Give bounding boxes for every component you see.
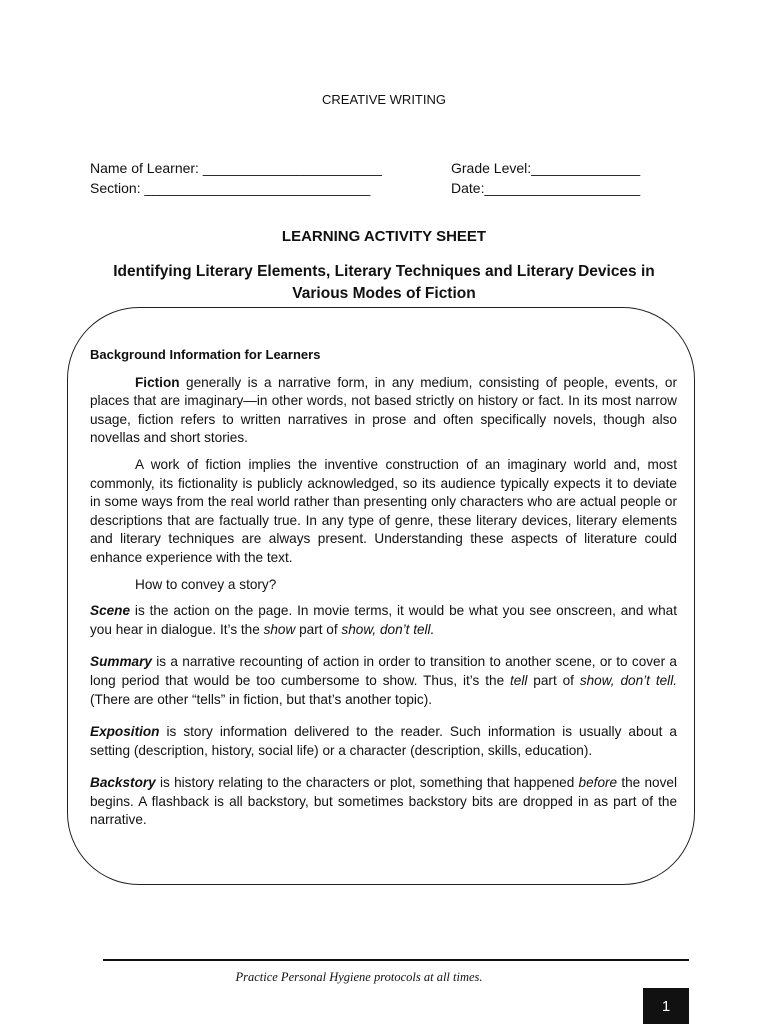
scene-paragraph — [90, 602, 677, 639]
scene-text: is the action on the page. In movie terms, it would be what you see onscreen, and what you hear in dialogue. It’s the — [90, 603, 677, 637]
sheet-title: LEARNING ACTIVITY SHEET — [281, 228, 487, 245]
grade-level-field: Grade Level:______________ — [451, 160, 641, 176]
fiction-text: generally is a narrative form, in any medium, consisting of people, events, or places that are imaginary—in other words, not based strictly on history or fact. In its most narrow usage, fiction refers to written narratives in prose and often specifically novels, though also novellas and short stories. — [90, 374, 677, 446]
summary-emphasis-tell: tell — [510, 672, 528, 688]
course-title: CREATIVE WRITING — [322, 92, 446, 107]
page-number: 1 — [643, 988, 689, 1024]
learner-name-field: Name of Learner: _______________________ — [90, 160, 382, 176]
summary-text-2: part of — [527, 672, 580, 688]
summary-emphasis-phrase: show, don’t tell. — [579, 672, 677, 688]
summary-paragraph — [90, 653, 677, 709]
summary-text-3: (There are other “tells” in fiction, but that’s another topic). — [90, 691, 433, 707]
lesson-title: Identifying Literary Elements, Literary Techniques and Literary Devices in Various Modes of Fiction — [113, 263, 655, 302]
summary-term: Summary — [90, 654, 152, 670]
scene-text-2: part of — [295, 621, 342, 637]
backstory-text-2: the novel begins. A flashback is all backstory, but sometimes backstory bits are dropped in as part of the narrative. — [90, 775, 677, 828]
section-field: Section: _____________________________ — [90, 180, 371, 196]
exposition-term: Exposition — [90, 724, 160, 740]
fiction-term: Fiction — [135, 374, 180, 390]
backstory-term: Backstory — [90, 775, 156, 791]
fiction-paragraph — [90, 374, 677, 448]
date-field: Date:____________________ — [451, 180, 641, 196]
background-content — [90, 346, 677, 830]
backstory-paragraph — [90, 774, 677, 830]
work-of-fiction-paragraph: A work of fiction implies the inventive construction of an imaginary world and, most commonly, its fictionality is publicly acknowledged, so its audience typically expects it to deviate in some ways from the real world rather than presenting only characters who are actual people or descriptions that are factually true. In any type of genre, these literary devices, literary elements and literary techniques are always present. Understanding these aspects of literature could enhance experience with the text. — [90, 456, 677, 565]
backstory-text: is history relating to the characters or plot, something that happened — [155, 775, 579, 791]
scene-emphasis-show: show — [263, 621, 296, 637]
exposition-paragraph — [90, 723, 677, 760]
background-heading: Background Information for Learners — [90, 347, 321, 362]
footer-note: Practice Personal Hygiene protocols at all times. — [235, 970, 483, 984]
footer-divider — [103, 959, 689, 961]
scene-term: Scene — [90, 603, 131, 619]
summary-text: is a narrative recounting of action in order to transition to another scene, or to cover a long period that would be too cumbersome to show. Thus, it’s the — [90, 654, 677, 688]
exposition-text: is story information delivered to the reader. Such information is usually about a setting (description, history, social life) or a character (description, skills, education). — [90, 724, 677, 758]
how-to-convey-question: How to convey a story? — [135, 576, 277, 592]
backstory-emphasis-before: before — [578, 775, 618, 791]
scene-emphasis-phrase: show, don’t tell. — [341, 621, 435, 637]
